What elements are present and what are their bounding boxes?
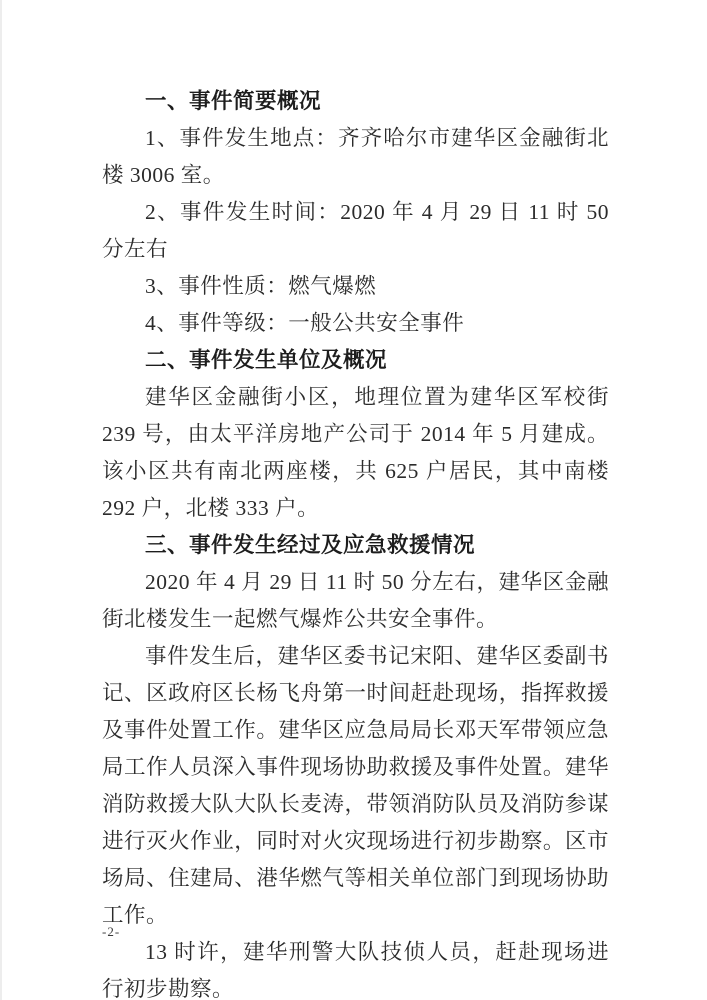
section-1-paragraph: 1、事件发生地点：齐齐哈尔市建华区金融街北楼 3006 室。 — [102, 126, 609, 187]
section-3-paragraph: 13 时许，建华刑警大队技侦人员，赶赴现场进行初步勘察。 — [102, 940, 609, 1000]
section-3-paragraph: 事件发生后，建华区委书记宋阳、建华区委副书记、区政府区长杨飞舟第一时间赶赴现场，指挥救援及事件处置工作。建华区应急局局长邓天军带领应急局工作人员深入事件现场协助救援及事件处置。建华消防救援大队大队长麦涛，带领消防队员及消防参谋进行灭火作业，同时对火灾现场进行初步勘察。区市场局、住建局、港华燃气等相关单位部门到现场协助工作。 — [102, 644, 609, 927]
section-3-paragraph: 2020 年 4 月 29 日 11 时 50 分左右，建华区金融街北楼发生一起燃气爆炸公共安全事件。 — [102, 570, 609, 631]
section-3-heading: 三、事件发生经过及应急救援情况 — [145, 533, 476, 557]
section-1-heading: 一、事件简要概况 — [145, 89, 322, 113]
section-1-paragraph: 3、事件性质：燃气爆燃 — [145, 274, 377, 298]
section-2-heading: 二、事件发生单位及概况 — [145, 348, 388, 372]
document-body — [102, 83, 609, 1000]
section-1-paragraph: 4、事件等级：一般公共安全事件 — [145, 311, 465, 335]
section-2-paragraph: 建华区金融街小区，地理位置为建华区军校街 239 号，由太平洋房地产公司于 2014 年 5 月建成。该小区共有南北两座楼，共 625 户居民，其中南楼 292 户，北楼 333 户。 — [102, 385, 609, 520]
section-1-paragraph: 2、事件发生时间：2020 年 4 月 29 日 11 时 50 分左右 — [102, 200, 609, 261]
page-number: -2- — [102, 924, 121, 939]
